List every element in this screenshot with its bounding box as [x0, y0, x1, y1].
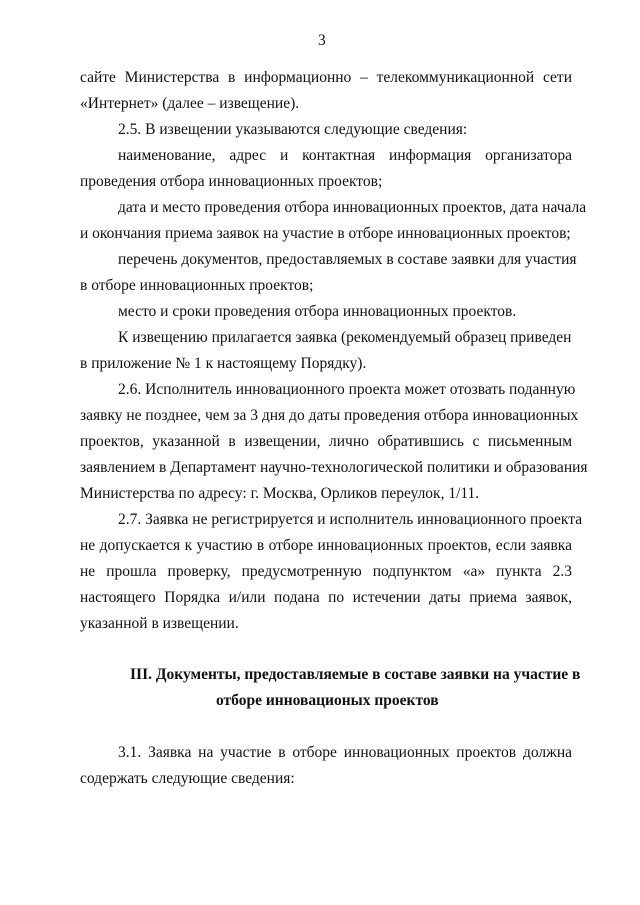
text-line: заявлением в Департамент научно-технологической политики и образования [80, 459, 588, 476]
text-line: место и сроки проведения отбора инновационных проектов. [118, 303, 517, 320]
text-line: перечень документов, предоставляемых в составе заявки для участия [118, 251, 577, 268]
paragraph-2-5: 2.5. В извещении указываются следующие сведения: [118, 121, 468, 138]
text-line: К извещению прилагается заявка (рекомендуемый образец приведен [118, 329, 572, 346]
section-heading: отборе инновационых проектов [216, 692, 439, 709]
text-line: указанной в извещении. [80, 615, 239, 632]
text-line: наименование, адрес и контактная информация организатора [118, 147, 572, 164]
text-line: содержать следующие сведения: [80, 770, 295, 787]
text-line: «Интернет» (далее – извещение). [80, 95, 300, 112]
text-line: не допускается к участию в отборе инновационных проектов, если заявка [80, 537, 572, 554]
paragraph-2-6: 2.6. Исполнитель инновационного проекта может отозвать поданную [118, 381, 576, 398]
text-line: заявку не позднее, чем за 3 дня до даты проведения отбора инновационных [80, 407, 579, 424]
text-line: настоящего Порядка и/или подана по истечении даты приема заявок, [80, 589, 572, 606]
paragraph-2-7: 2.7. Заявка не регистрируется и исполнитель инновационного проекта [118, 511, 583, 528]
text-line: проведения отбора инновационных проектов; [80, 173, 383, 190]
text-line: не прошла проверку, предусмотренную подпунктом «а» пункта 2.3 [80, 563, 572, 580]
page-number: 3 [318, 32, 326, 49]
text-line: проектов, указанной в извещении, лично обратившись с письменным [80, 433, 572, 450]
text-line: сайте Министерства в информационно – телекоммуникационной сети [80, 69, 572, 86]
text-line: Министерства по адресу: г. Москва, Орликов переулок, 1/11. [80, 485, 480, 502]
text-line: в приложение № 1 к настоящему Порядку). [80, 355, 367, 372]
paragraph-3-1: 3.1. Заявка на участие в отборе инновационных проектов должна [118, 744, 572, 761]
section-heading: III. Документы, предоставляемые в составе заявки на участие в [130, 666, 581, 683]
text-line: дата и место проведения отбора инновационных проектов, дата начала [118, 199, 587, 216]
text-line: и окончания приема заявок на участие в отборе инновационных проектов; [80, 225, 571, 242]
text-line: в отборе инновационных проектов; [80, 277, 314, 294]
